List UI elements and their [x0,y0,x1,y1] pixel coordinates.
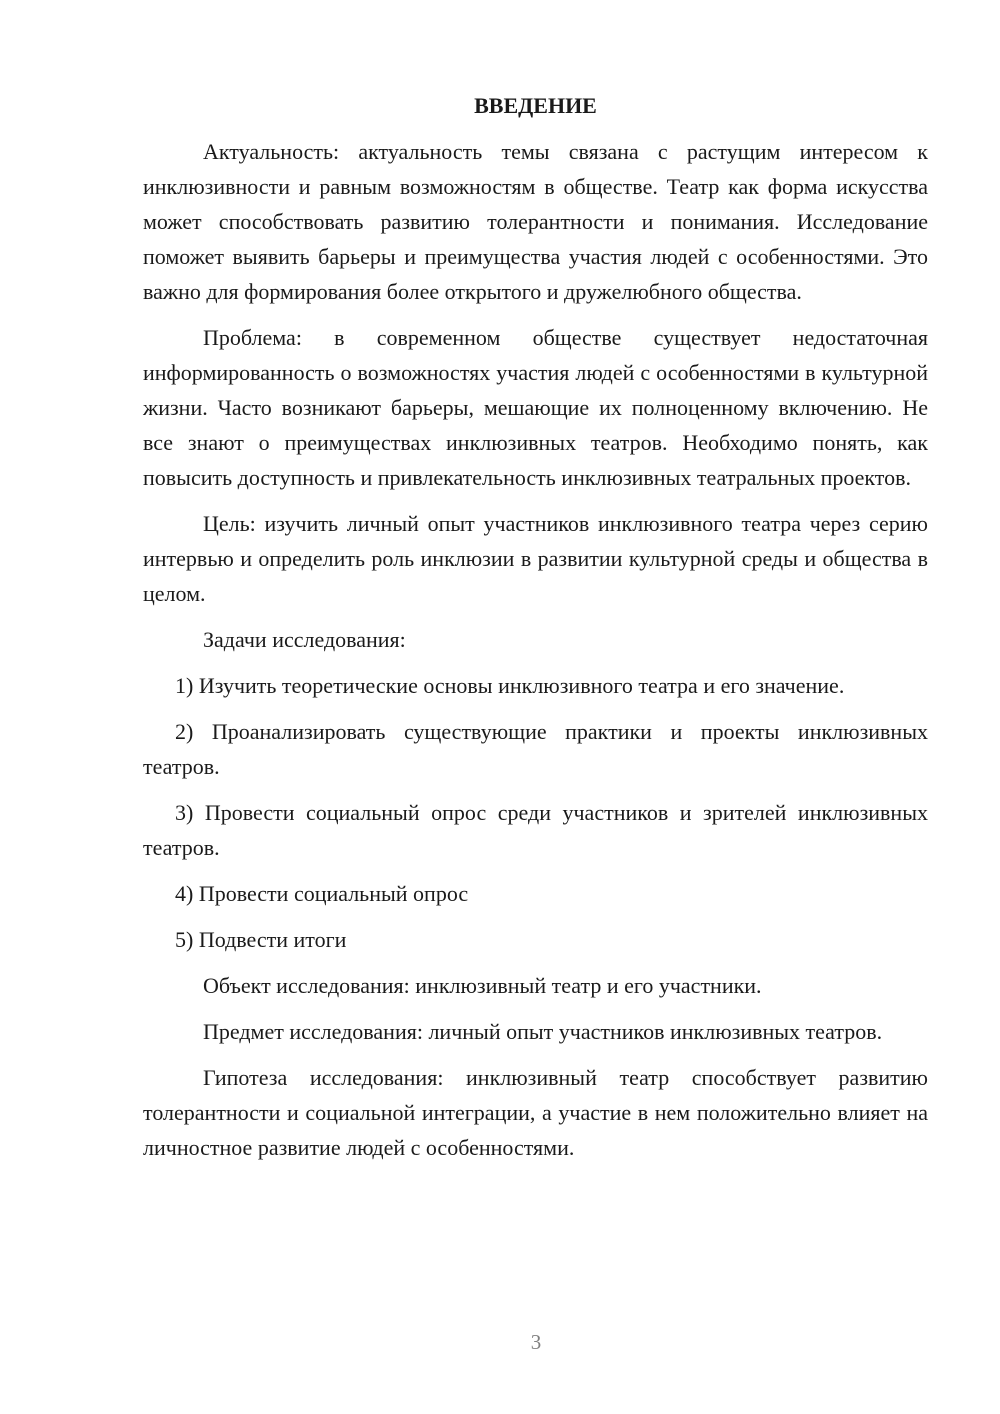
section-heading: ВВЕДЕНИЕ [474,93,597,118]
tasks-title: Задачи исследования: [203,627,406,652]
problem-paragraph: Проблема: в современном обществе существует недостаточная информированность о возможностях участия людей с особенностями в культурной жизни. Часто возникают барьеры, мешающие их полноценному включению. Не все знают о преимуществах инклюзивных театров. Необходимо понять, как повысить доступность и привлекательность инклюзивных театральных проектов. [143,325,928,490]
task-item-5: 5) Подвести итоги [175,927,347,952]
task-item-4: 4) Провести социальный опрос [175,881,469,906]
subject-paragraph: Предмет исследования: личный опыт участников инклюзивных театров. [203,1019,883,1044]
task-item-1: 1) Изучить теоретические основы инклюзивного театра и его значение. [175,673,845,698]
task-item-2: 2) Проанализировать существующие практики и проекты инклюзивных театров. [143,719,928,779]
relevance-paragraph: Актуальность: актуальность темы связана с растущим интересом к инклюзивности и равным возможностям в обществе. Театр как форма искусства может способствовать развитию толерантности и понимания. Исследование поможет выявить барьеры и преимущества участия людей с особенностями. Это важно для формирования более открытого и дружелюбного общества. [143,139,928,304]
page-content [143,88,928,1176]
object-paragraph: Объект исследования: инклюзивный театр и его участники. [203,973,762,998]
page-number: 3 [530,1330,542,1354]
hypothesis-paragraph: Гипотеза исследования: инклюзивный театр способствует развитию толерантности и социальной интеграции, а участие в нем положительно влияет на личностное развитие людей с особенностями. [143,1065,928,1160]
goal-paragraph: Цель: изучить личный опыт участников инклюзивного театра через серию интервью и определить роль инклюзии в развитии культурной среды и общества в целом. [143,511,928,606]
task-item-3: 3) Провести социальный опрос среди участников и зрителей инклюзивных театров. [143,800,928,860]
